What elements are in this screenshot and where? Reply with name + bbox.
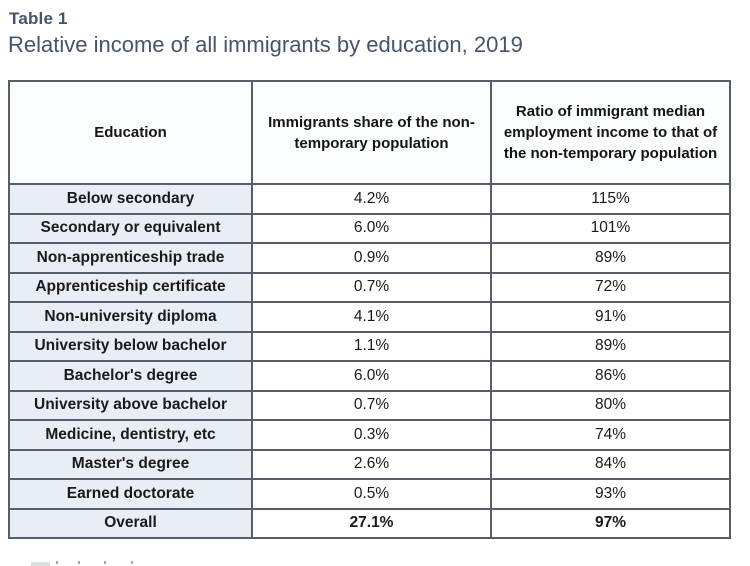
education-cell: Non-apprenticeship trade: [9, 243, 252, 273]
education-cell: Earned doctorate: [9, 479, 252, 509]
share-cell: 2.6%: [252, 450, 491, 480]
income-by-education-table: [8, 80, 731, 539]
table-title: Relative income of all immigrants by education, 2019: [8, 32, 523, 57]
clipped-footnote-fragment: [56, 561, 58, 564]
table-row-overall: [9, 509, 730, 539]
table-body: [9, 184, 730, 538]
education-cell: Medicine, dentistry, etc: [9, 420, 252, 450]
share-cell: 1.1%: [252, 332, 491, 362]
education-cell: Below secondary: [9, 184, 252, 214]
ratio-cell: 101%: [491, 214, 730, 244]
ratio-cell: 84%: [491, 450, 730, 480]
table-row: [9, 450, 730, 480]
ratio-cell: 89%: [491, 332, 730, 362]
header-row: [9, 81, 730, 184]
clipped-footnote-fragment: [104, 561, 106, 564]
share-cell: 4.2%: [252, 184, 491, 214]
education-cell: Apprenticeship certificate: [9, 273, 252, 303]
table-header: [9, 81, 730, 184]
ratio-cell: 97%: [491, 509, 730, 539]
share-cell: 0.3%: [252, 420, 491, 450]
education-cell: University above bachelor: [9, 391, 252, 421]
share-cell: 6.0%: [252, 361, 491, 391]
education-cell: Overall: [9, 509, 252, 539]
table-row: [9, 391, 730, 421]
education-cell: Secondary or equivalent: [9, 214, 252, 244]
clipped-footnote-fragment: [78, 561, 80, 564]
ratio-cell: 89%: [491, 243, 730, 273]
ratio-cell: 86%: [491, 361, 730, 391]
table-row: [9, 273, 730, 303]
share-cell: 0.5%: [252, 479, 491, 509]
share-cell: 27.1%: [252, 509, 491, 539]
table-row: [9, 479, 730, 509]
education-cell: Bachelor's degree: [9, 361, 252, 391]
clipped-footnote-fragment: [131, 561, 133, 564]
table-row: [9, 361, 730, 391]
table-row: [9, 332, 730, 362]
education-cell: Master's degree: [9, 450, 252, 480]
clipped-footnote-fragment: [31, 562, 50, 566]
share-cell: 0.9%: [252, 243, 491, 273]
table-row: [9, 214, 730, 244]
ratio-cell: 93%: [491, 479, 730, 509]
ratio-cell: 91%: [491, 302, 730, 332]
education-cell: Non-university diploma: [9, 302, 252, 332]
ratio-cell: 74%: [491, 420, 730, 450]
share-cell: 6.0%: [252, 214, 491, 244]
share-cell: 0.7%: [252, 391, 491, 421]
column-header-education: Education: [9, 81, 252, 184]
share-cell: 4.1%: [252, 302, 491, 332]
table-row: [9, 243, 730, 273]
education-cell: University below bachelor: [9, 332, 252, 362]
table-number-label: Table 1: [9, 9, 68, 28]
column-header-share: Immigrants share of the non-temporary population: [252, 81, 491, 184]
column-header-ratio: Ratio of immigrant median employment income to that of the non-temporary population: [491, 81, 730, 184]
table-row: [9, 302, 730, 332]
share-cell: 0.7%: [252, 273, 491, 303]
table-row: [9, 420, 730, 450]
ratio-cell: 80%: [491, 391, 730, 421]
ratio-cell: 115%: [491, 184, 730, 214]
ratio-cell: 72%: [491, 273, 730, 303]
table-row: [9, 184, 730, 214]
